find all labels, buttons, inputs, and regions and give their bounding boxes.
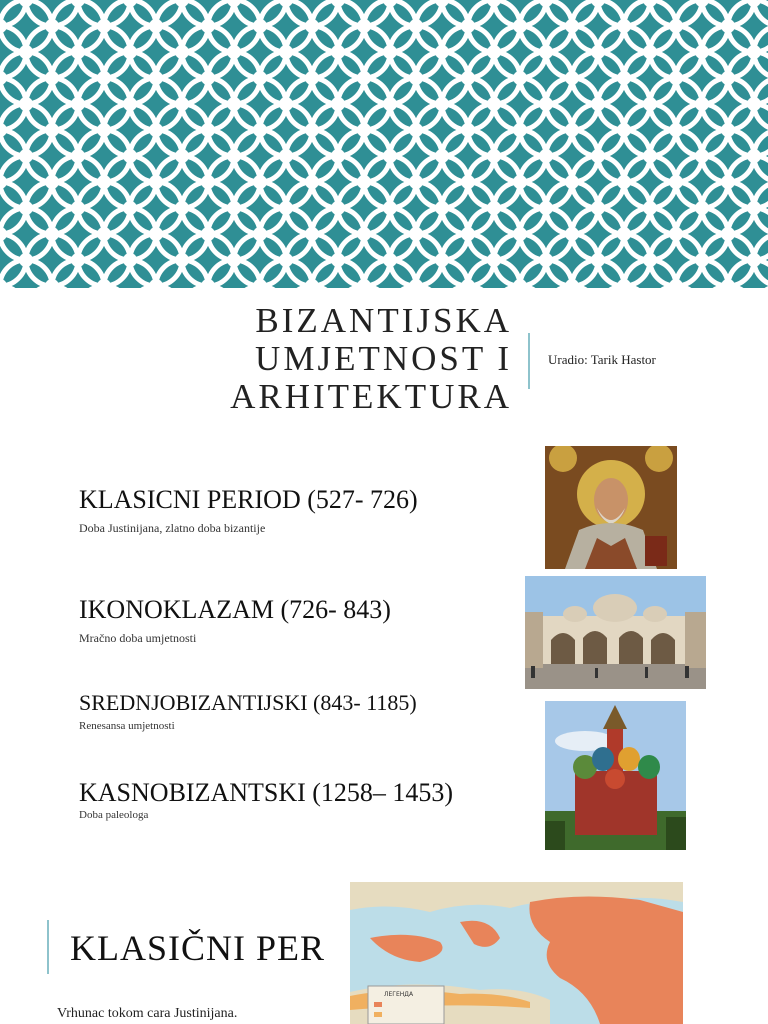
title-line-3: ARHITEKTURA [230,377,512,416]
period-subtitle-classical: Doba Justinijana, zlatno doba bizantije [79,521,266,535]
map-legend-title: ЛЕГЕНДА [384,991,414,998]
slide-title-divider [47,920,49,974]
period-title-classical: KLASICNI PERIOD (527- 726) [79,485,418,514]
byzantine-map-image [350,882,683,1024]
period-subtitle-middle: Renesansa umjetnosti [79,720,175,732]
period-subtitle-iconoclasm: Mračno doba umjetnosti [79,631,197,645]
pattern-svg [0,0,768,288]
basilica-image [525,576,706,689]
slide-body-text: Vrhunac tokom cara Justinijana. [57,1006,238,1021]
icon-painting-image [545,446,677,569]
author-label: Uradio: Tarik Hastor [548,352,656,367]
period-title-iconoclasm: IKONOKLAZAM (726- 843) [79,595,391,624]
decorative-pattern-banner [0,0,768,288]
cathedral-image [545,701,686,850]
title-line-2: UMJETNOST I [255,339,512,378]
period-subtitle-late: Doba paleologa [79,809,149,821]
period-title-middle: SREDNJOBIZANTIJSKI (843- 1185) [79,690,417,715]
title-line-1: BIZANTIJSKA [255,301,512,340]
slide-title: KLASIČNI PER [70,928,326,968]
title-divider [528,333,530,389]
period-title-late: KASNOBIZANTSKI (1258– 1453) [79,778,454,807]
